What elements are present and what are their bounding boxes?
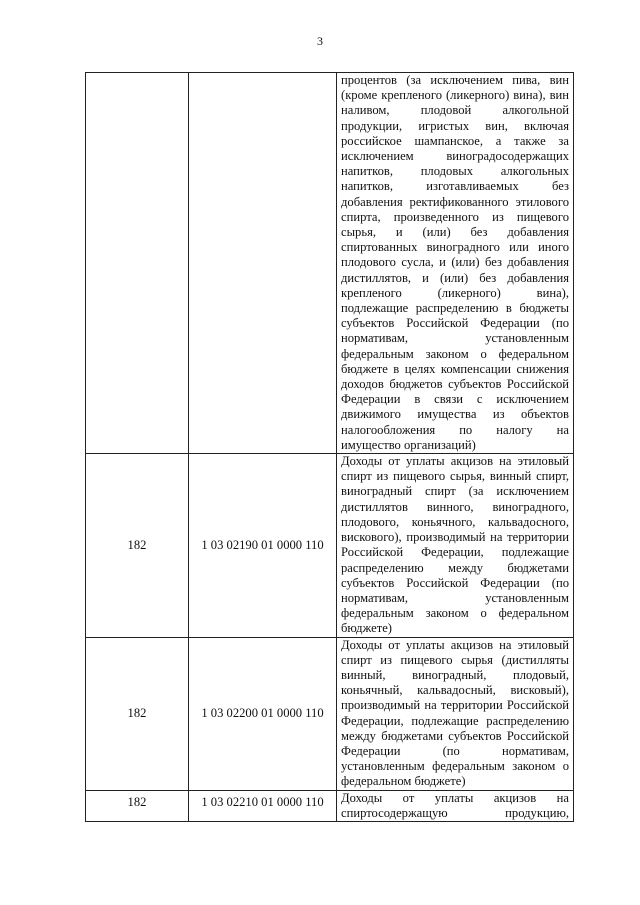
revenue-name-cell: процентов (за исключением пива, вин (кроме крепленого (ликерного) вина), вин наливом, плодовой алкогольной продукции, игристых вин, включая российское шампанское, а также за исключением виноградосодержащих напитков, плодовых алкогольных напитков, изготавливаемых без добавления ректификованного этилового спирта, произведенного из пищевого сырья, и (или) без добавления спиртованных виноградного или иного плодового сусла, и (или) без добавления дистиллятов, и (или) без добавления крепленого (ликерного) вина), подлежащие распределению в бюджеты субъектов Российской Федерации (по нормативам, установленным федеральным законом о федеральном бюджете в целях компенсации снижения доходов бюджетов субъектов Российской Федерации в связи с исключением движимого имущества из объектов налогообложения по налогу на имущество организаций): [337, 73, 574, 454]
admin-code-cell: 182: [86, 454, 189, 637]
table-row: [86, 73, 574, 454]
revenue-name-cell: Доходы от уплаты акцизов на этиловый спирт из пищевого сырья, винный спирт, виноградный спирт (за исключением дистиллятов винного, виноградного, плодового, коньячного, кальвадосного, вискового), производимый на территории Российской Федерации, подлежащие распределению между бюджетами субъектов Российской Федерации (по нормативам, установленным федеральным законом о федеральном бюджете): [337, 454, 574, 637]
budget-revenue-table: [85, 72, 574, 822]
table-row: [86, 637, 574, 790]
table-row: [86, 454, 574, 637]
table-row: [86, 790, 574, 821]
revenue-name-cell: Доходы от уплаты акцизов на этиловый спирт из пищевого сырья (дистилляты винный, виноградный, плодовый, коньячный, кальвадосный, висковый), производимый на территории Российской Федерации, подлежащие распределению между бюджетами субъектов Российской Федерации (по нормативам, установленным федеральным законом о федеральном бюджете): [337, 637, 574, 790]
admin-code-cell: 182: [86, 637, 189, 790]
admin-code-cell: 182: [86, 790, 189, 821]
revenue-name-cell: Доходы от уплаты акцизов на спиртосодержащую продукцию,: [337, 790, 574, 821]
budget-code-cell: 1 03 02200 01 0000 110: [189, 637, 337, 790]
admin-code-cell: [86, 73, 189, 454]
budget-code-cell: 1 03 02210 01 0000 110: [189, 790, 337, 821]
budget-code-cell: 1 03 02190 01 0000 110: [189, 454, 337, 637]
page-number: 3: [317, 34, 323, 48]
budget-code-cell: [189, 73, 337, 454]
